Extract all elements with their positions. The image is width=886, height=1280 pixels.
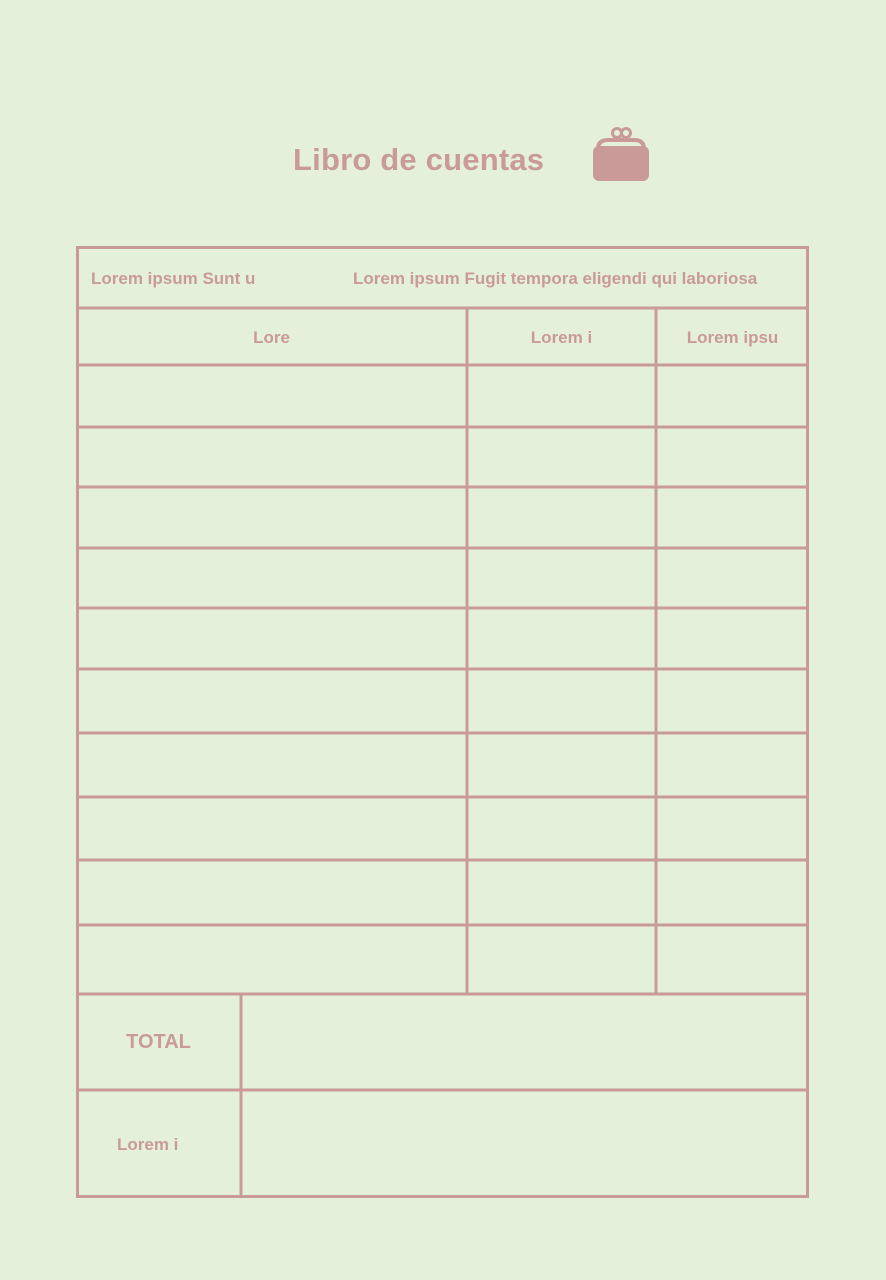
ledger-cell-concept[interactable] [76, 427, 467, 487]
ledger-cell-balance[interactable] [656, 733, 809, 797]
total-label: TOTAL [126, 1031, 191, 1053]
ledger-cell-concept[interactable] [76, 797, 467, 860]
ledger-cell-balance[interactable] [656, 487, 809, 548]
ledger-cell-balance[interactable] [656, 925, 809, 994]
column-header-amount: Lorem i [530, 328, 593, 347]
ledger-cell-balance[interactable] [656, 860, 809, 925]
ledger-cell-amount[interactable] [467, 797, 656, 860]
ledger-cell-concept[interactable] [76, 487, 467, 548]
ledger-cell-balance[interactable] [656, 669, 809, 733]
ledger-cell-concept[interactable] [76, 548, 467, 608]
ledger-cell-concept[interactable] [76, 925, 467, 994]
ledger-cell-balance[interactable] [656, 797, 809, 860]
ledger-cell-balance[interactable] [656, 608, 809, 669]
ledger-cell-amount[interactable] [467, 860, 656, 925]
info-right: Lorem ipsum Fugit tempora eligendi qui laboriosa [353, 269, 758, 288]
ledger-cell-amount[interactable] [467, 925, 656, 994]
ledger-cell-concept[interactable] [76, 608, 467, 669]
total-value-cell[interactable] [241, 994, 809, 1090]
ledger-cell-balance[interactable] [656, 548, 809, 608]
ledger-cell-amount[interactable] [467, 427, 656, 487]
info-left: Lorem ipsum Sunt u [91, 269, 256, 288]
ledger-cell-concept[interactable] [76, 733, 467, 797]
ledger-table [76, 246, 809, 1198]
page-title: Libro de cuentas [293, 142, 545, 177]
purse-icon [590, 125, 652, 183]
ledger-cell-concept[interactable] [76, 365, 467, 427]
ledger-cell-amount[interactable] [467, 669, 656, 733]
column-header-concept: Lore [253, 328, 290, 347]
ledger-cell-amount[interactable] [467, 548, 656, 608]
ledger-cell-concept[interactable] [76, 860, 467, 925]
ledger-cell-amount[interactable] [467, 733, 656, 797]
ledger-cell-amount[interactable] [467, 608, 656, 669]
ledger-cell-amount[interactable] [467, 365, 656, 427]
ledger-cell-balance[interactable] [656, 365, 809, 427]
ledger-cell-concept[interactable] [76, 669, 467, 733]
ledger-cell-amount[interactable] [467, 487, 656, 548]
ledger-cell-balance[interactable] [656, 427, 809, 487]
footer-label: Lorem i [117, 1135, 179, 1154]
footer-value-cell[interactable] [241, 1090, 809, 1198]
column-header-balance: Lorem ipsu [686, 328, 779, 347]
